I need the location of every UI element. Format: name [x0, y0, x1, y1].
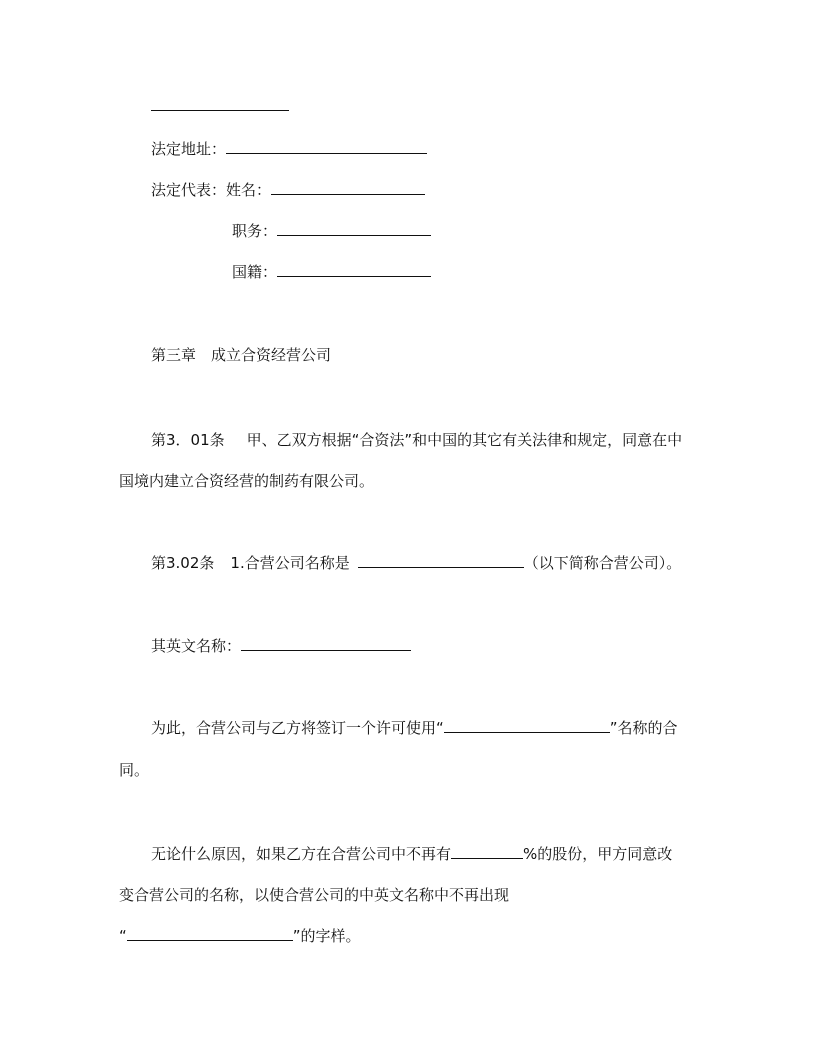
- reason-paragraph-line1: [151, 844, 672, 864]
- share-percent-blank: [451, 844, 523, 859]
- company-name-blank: [358, 553, 524, 568]
- license-paragraph-line1: [151, 718, 678, 738]
- name-blank: [271, 180, 425, 195]
- article-3-02-item: 1.合营公司名称是: [230, 554, 350, 572]
- chapter-title: 第三章 成立合资经营公司: [151, 346, 332, 364]
- position-row: [232, 221, 431, 241]
- legal-address-label: 法定地址：: [151, 140, 227, 158]
- license-blank: [444, 718, 610, 733]
- nationality-row: [232, 262, 431, 282]
- english-name-blank: [241, 636, 411, 651]
- position-blank: [277, 221, 431, 236]
- reason-paragraph-line3: [119, 926, 361, 946]
- reason-open-quote: “: [119, 927, 127, 945]
- reason-close: ”的字样。: [292, 927, 361, 945]
- position-label: 职务：: [232, 222, 278, 240]
- legal-rep-row: [151, 180, 425, 200]
- reason-after: %的股份，甲方同意改: [523, 845, 673, 863]
- english-name-label: 其英文名称：: [151, 637, 242, 655]
- article-3-02-row: [151, 553, 681, 573]
- article-3-02-number: 第3.02条: [151, 554, 215, 572]
- legal-address-row: [151, 139, 427, 159]
- english-name-row: [151, 636, 411, 656]
- name-word-blank: [127, 926, 293, 941]
- article-3-02-after: （以下简称合营公司）。: [523, 554, 682, 572]
- reason-before: 无论什么原因，如果乙方在合营公司中不再有: [151, 845, 452, 863]
- article-3-01-number: 第3．01条: [151, 431, 225, 449]
- nationality-blank: [277, 262, 431, 277]
- license-after: ”名称的合: [609, 719, 678, 737]
- license-before: 为此，合营公司与乙方将签订一个许可使用“: [151, 719, 444, 737]
- top-blank-line: [151, 96, 289, 116]
- reason-paragraph-line2: 变合营公司的名称，以使合营公司的中英文名称中不再出现: [119, 886, 510, 904]
- name-label: 姓名：: [226, 181, 272, 199]
- article-3-01-text: 甲、乙双方根据“合资法”和中国的其它有关法律和规定，同意在中: [246, 431, 683, 449]
- license-paragraph-line2: 同。: [119, 761, 150, 779]
- nationality-label: 国籍：: [232, 263, 278, 281]
- blank-underline: [151, 96, 289, 111]
- legal-rep-label: 法定代表：: [151, 181, 227, 199]
- legal-address-blank: [226, 139, 427, 154]
- article-3-01-line2: 国境内建立合资经营的制药有限公司。: [119, 472, 375, 490]
- article-3-01-line1: [151, 430, 682, 450]
